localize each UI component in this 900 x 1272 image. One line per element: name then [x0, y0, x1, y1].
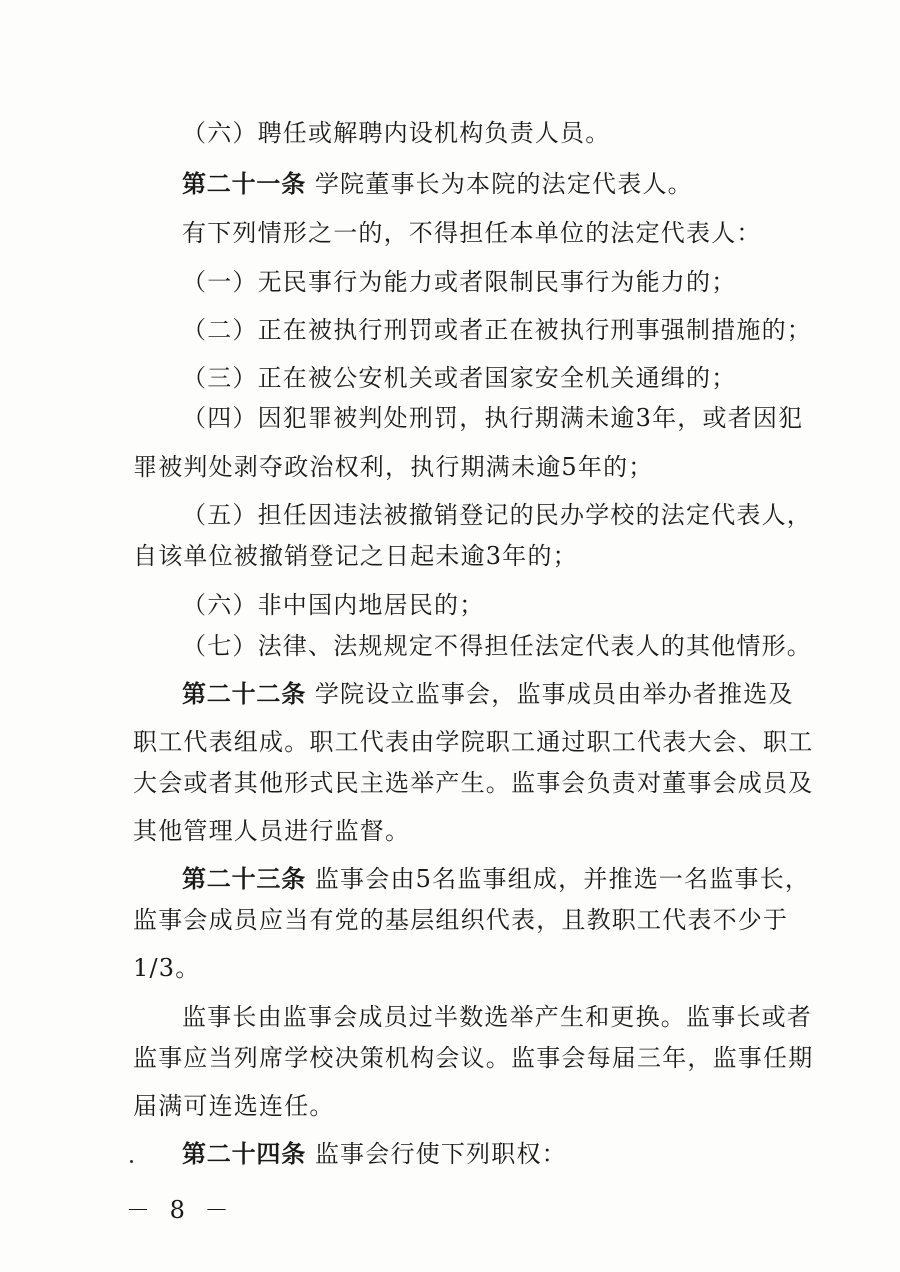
- article-23-text: 监事会由5名监事组成，并推选一名监事长，: [314, 865, 811, 893]
- disqualification-item-3: （三）正在被公安机关或者国家安全机关通缉的；: [182, 364, 737, 392]
- disqualification-item-4-cont: 罪被判处剥夺政治权利，执行期满未逾5年的；: [133, 453, 654, 481]
- supervisor-chair-line-2: 监事应当列席学校决策机构会议。监事会每届三年，监事任期: [133, 1044, 814, 1072]
- article-23: [0, 864, 900, 894]
- article-23-line-3: 1/3。: [133, 954, 201, 982]
- supervisor-chair-paragraph: 监事长由监事会成员过半数选举产生和更换。监事长或者: [182, 1003, 812, 1031]
- clause-6-appoint: （六）聘任或解聘内设机构负责人员。: [182, 119, 611, 147]
- disqualification-item-5: （五）担任因违法被撤销登记的民办学校的法定代表人，: [182, 501, 812, 529]
- article-22-heading: 第二十二条: [182, 680, 306, 708]
- supervisor-chair-line-3: 届满可连选连任。: [133, 1092, 335, 1120]
- article-22-line-3: 大会或者其他形式民主选举产生。监事会负责对董事会成员及: [133, 769, 814, 797]
- article-24: [0, 1139, 900, 1169]
- article-21: [0, 169, 900, 199]
- article-22-line-4: 其他管理人员进行监督。: [133, 817, 411, 845]
- article-22-text: 学院设立监事会，监事成员由举办者推选及: [314, 680, 794, 708]
- article-24-heading: 第二十四条: [182, 1140, 306, 1168]
- page-number: － 8 －: [126, 1196, 235, 1224]
- article-23-line-2: 监事会成员应当有党的基层组织代表，且教职工代表不少于: [133, 906, 789, 934]
- article-21-heading: 第二十一条: [182, 170, 306, 198]
- disqualification-item-2: （二）正在被执行刑罚或者正在被执行刑事强制措施的；: [182, 316, 812, 344]
- article-22-line-2: 职工代表组成。职工代表由学院职工通过职工代表大会、职工: [133, 728, 814, 756]
- article-23-heading: 第二十三条: [182, 865, 306, 893]
- disqualification-item-7: （七）法律、法规规定不得担任法定代表人的其他情形。: [182, 632, 812, 660]
- disqualification-item-5-cont: 自该单位被撤销登记之日起未逾3年的；: [133, 542, 578, 570]
- article-24-text: 监事会行使下列职权：: [314, 1140, 567, 1168]
- disqualification-intro: 有下列情形之一的，不得担任本单位的法定代表人：: [182, 219, 762, 247]
- article-21-text: 学院董事长为本院的法定代表人。: [314, 170, 693, 198]
- article-22: [0, 679, 900, 709]
- disqualification-item-1: （一）无民事行为能力或者限制民事行为能力的；: [182, 268, 737, 296]
- disqualification-item-6: （六）非中国内地居民的；: [182, 591, 485, 619]
- disqualification-item-4: （四）因犯罪被判处刑罚，执行期满未逾3年，或者因犯: [182, 404, 804, 432]
